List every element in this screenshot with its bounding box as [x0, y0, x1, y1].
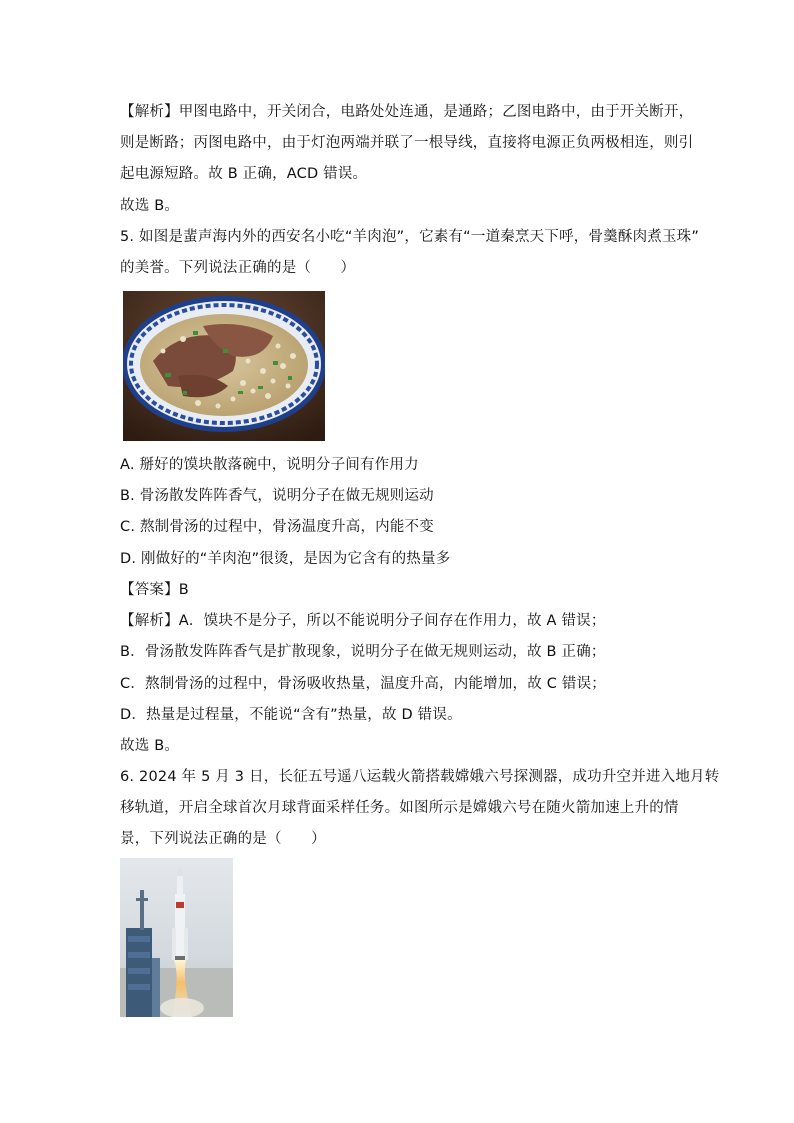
mutton-soup-photo: [123, 291, 325, 441]
answer-5: 【答案】B: [120, 582, 189, 598]
mutton-soup-image: [123, 291, 325, 441]
rocket-launch-photo: [120, 858, 233, 1017]
option-5-a: A. 掰好的馍块散落碗中，说明分子间有作用力: [120, 457, 419, 473]
question-6-line-1: 6. 2024 年 5 月 3 日，长征五号遥八运载火箭搭载嫦娥六号探测器，成功升空并进入地月转: [120, 769, 720, 785]
analysis-5-b: B．骨汤散发阵阵香气是扩散现象，说明分子在做无规则运动，故 B 正确；: [120, 644, 606, 660]
analysis-4-line-1: 【解析】甲图电路中，开关闭合，电路处处连通，是通路；乙图电路中，由于开关断开，: [120, 104, 694, 120]
analysis-5-a: 【解析】A．馍块不是分子，所以不能说明分子间存在作用力，故 A 错误；: [120, 613, 606, 629]
rocket-launch-image: [120, 858, 233, 1017]
question-5-line-2: 的美誉。下列说法正确的是（ ）: [120, 260, 356, 276]
analysis-4-line-2: 则是断路；丙图电路中，由于灯泡两端并联了一根导线，直接将电源正负两极相连，则引: [120, 135, 694, 151]
answer-5-choose: 故选 B。: [120, 738, 180, 754]
question-5-line-1: 5. 如图是蜚声海内外的西安名小吃“羊肉泡”，它素有“一道秦烹天下呼，骨羹酥肉煮玉珠”: [120, 229, 700, 245]
analysis-5-c: C．熬制骨汤的过程中，骨汤吸收热量，温度升高，内能增加，故 C 错误；: [120, 676, 606, 692]
option-5-c: C. 熬制骨汤的过程中，骨汤温度升高，内能不变: [120, 519, 434, 535]
answer-4-choose: 故选 B。: [120, 198, 180, 214]
question-6-line-3: 景，下列说法正确的是（ ）: [120, 831, 326, 847]
question-6-line-2: 移轨道，开启全球首次月球背面采样任务。如图所示是嫦娥六号在随火箭加速上升的情: [120, 800, 679, 816]
analysis-4-line-3: 起电源短路。故 B 正确，ACD 错误。: [120, 166, 368, 182]
analysis-5-d: D．热量是过程量，不能说“含有”热量，故 D 错误。: [120, 707, 462, 723]
option-5-b: B. 骨汤散发阵阵香气，说明分子在做无规则运动: [120, 488, 434, 504]
option-5-d: D. 刚做好的“羊肉泡”很烫，是因为它含有的热量多: [120, 551, 451, 567]
